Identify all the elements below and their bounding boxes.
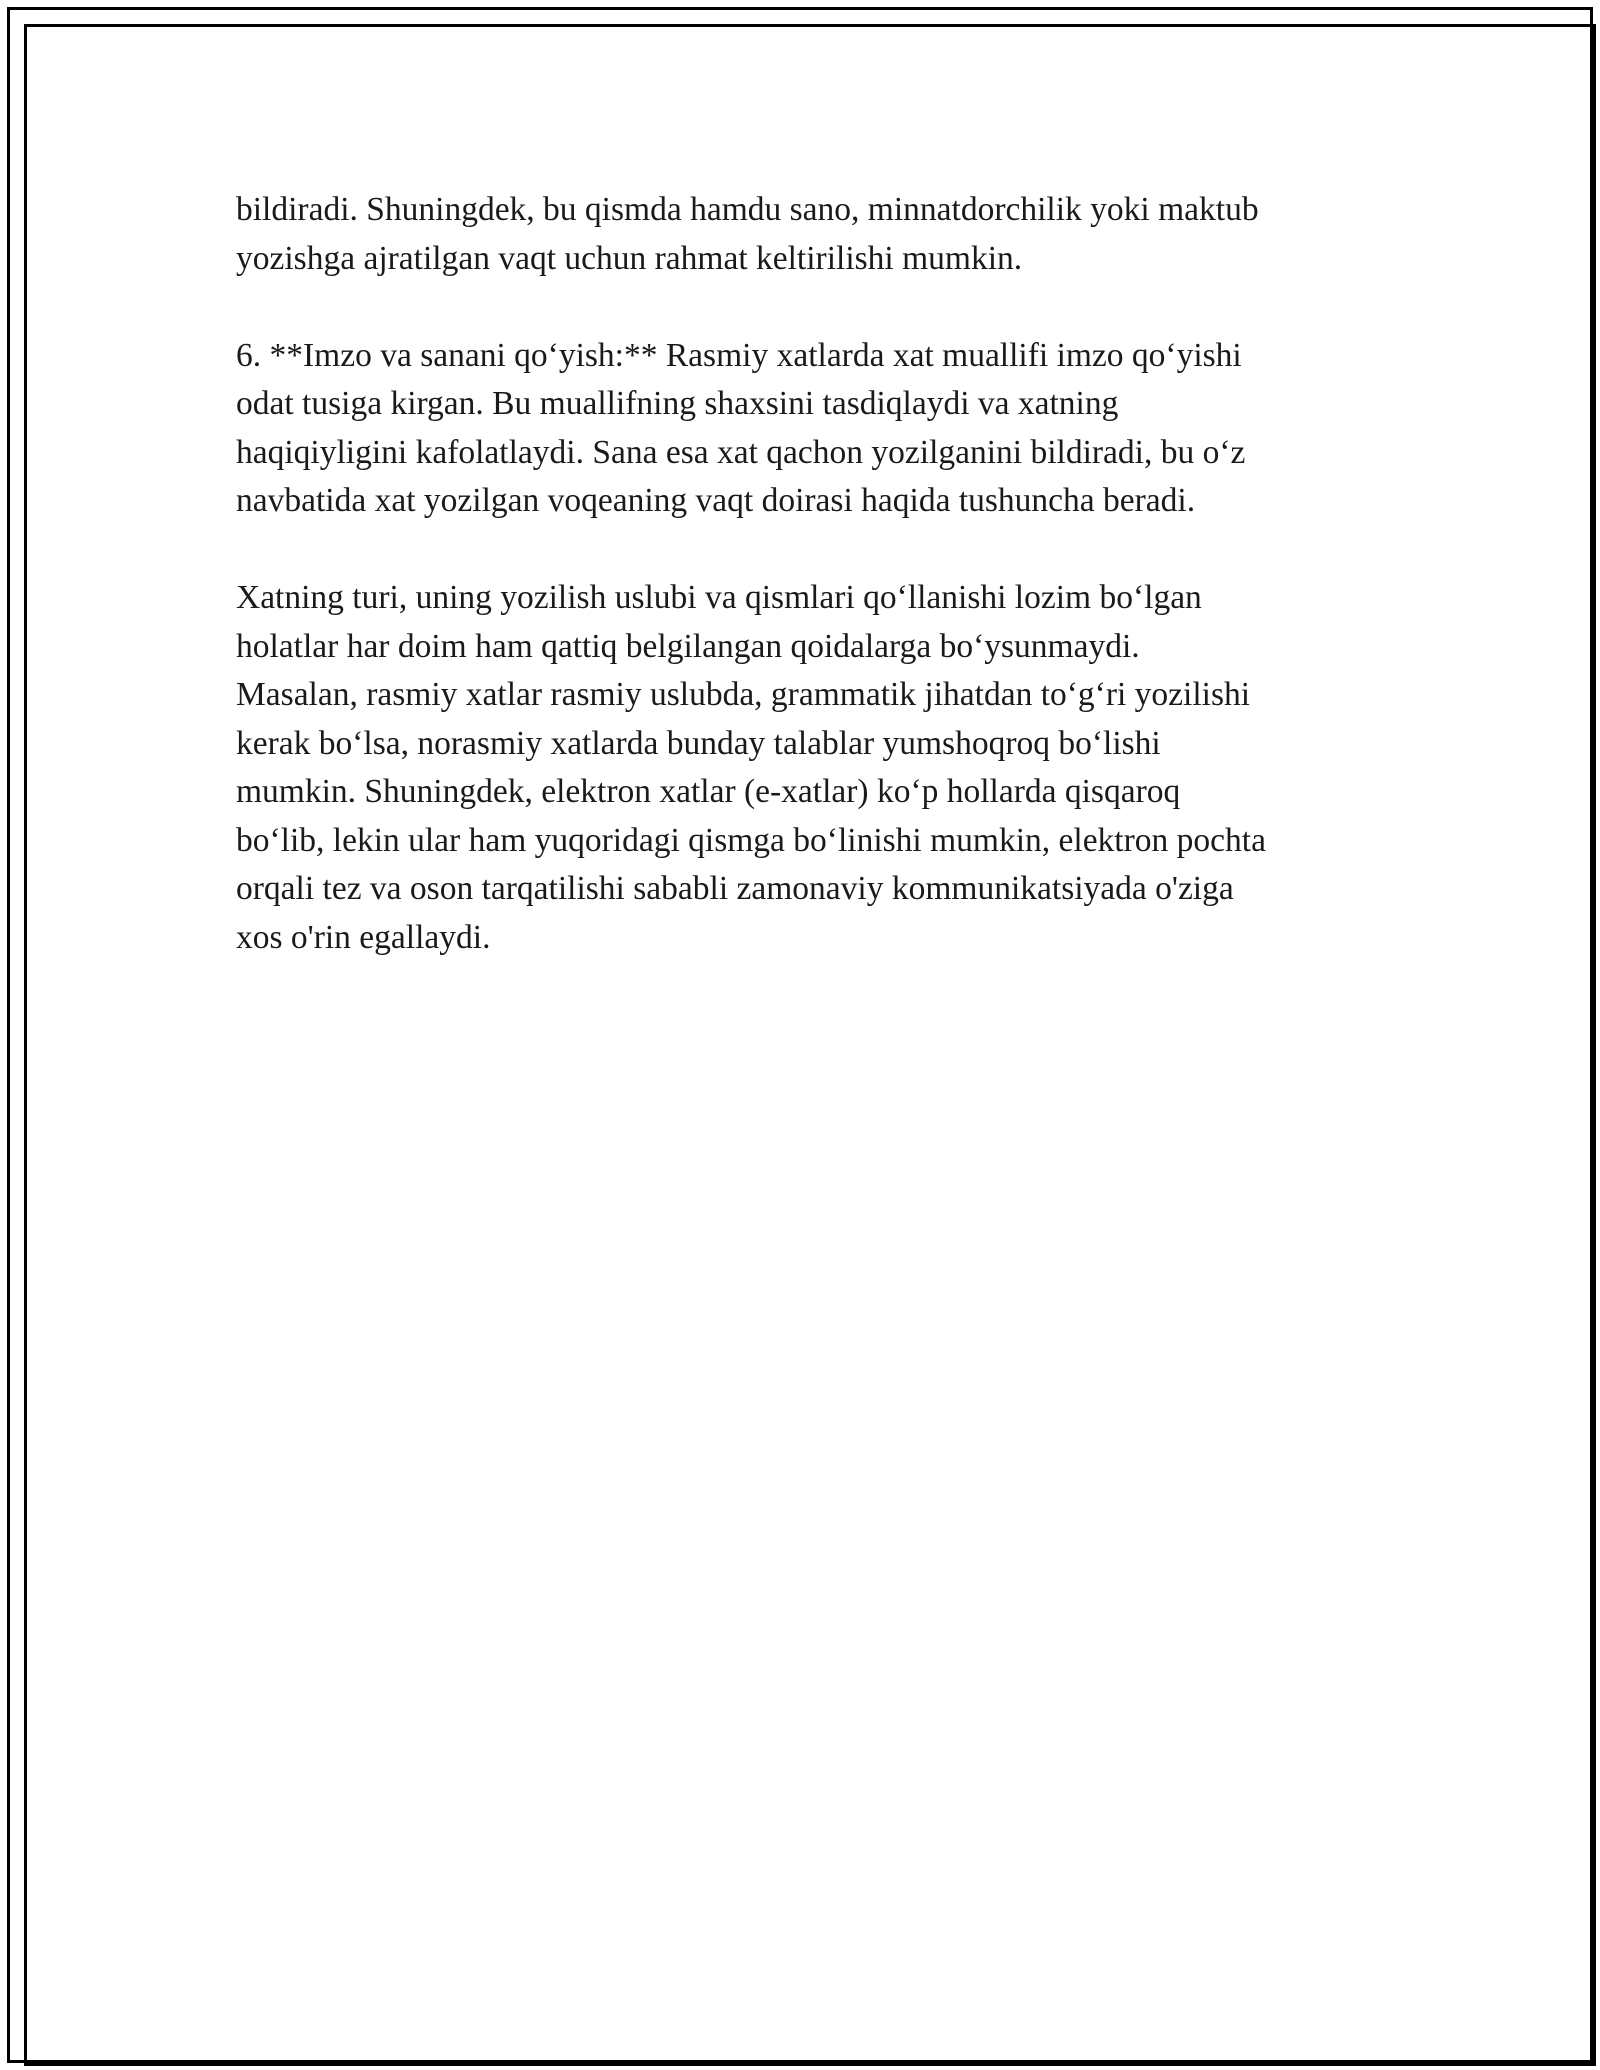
paragraph-2 — [236, 332, 1386, 526]
text-line: haqiqiyligini kafolatlaydi. Sana esa xat qachon yozilganini bildiradi, bu o‘z — [236, 433, 1246, 471]
text-line: orqali tez va oson tarqatilishi sababli zamonaviy kommunikatsiyada o'ziga — [236, 870, 1234, 907]
text-line: Masalan, rasmiy xatlar rasmiy uslubda, grammatik jihatdan to‘g‘ri yozilishi — [236, 676, 1251, 713]
document-body — [236, 186, 1386, 1011]
paragraph-1 — [236, 186, 1386, 283]
text-line: yozishga ajratilgan vaqt uchun rahmat keltirilishi mumkin. — [236, 239, 1023, 277]
text-line: Xatning turi, uning yozilish uslubi va qismlari qo‘llanishi lozim bo‘lgan — [236, 579, 1202, 616]
text-line: 6. **Imzo va sanani qo‘yish:** Rasmiy xatlarda xat muallifi imzo qo‘yishi — [236, 336, 1242, 374]
text-line: holatlar har doim ham qattiq belgilangan qoidalarga bo‘ysunmaydi. — [236, 627, 1140, 665]
text-line: mumkin. Shuningdek, elektron xatlar (e-xatlar) ko‘p hollarda qisqaroq — [236, 773, 1181, 810]
text-line: xos o'rin egallaydi. — [236, 918, 491, 956]
paragraph-3 — [236, 574, 1386, 962]
text-line: odat tusiga kirgan. Bu muallifning shaxsini tasdiqlaydi va xatning — [236, 385, 1119, 422]
text-line: navbatida xat yozilgan voqeaning vaqt doirasi haqida tushuncha beradi. — [236, 482, 1196, 519]
text-line: bo‘lib, lekin ular ham yuqoridagi qismga bo‘linishi mumkin, elektron pochta — [236, 821, 1266, 859]
text-line: kerak bo‘lsa, norasmiy xatlarda bunday talablar yumshoqroq bo‘lishi — [236, 724, 1161, 762]
text-line: bildiradi. Shuningdek, bu qismda hamdu sano, minnatdorchilik yoki maktub — [236, 191, 1259, 228]
